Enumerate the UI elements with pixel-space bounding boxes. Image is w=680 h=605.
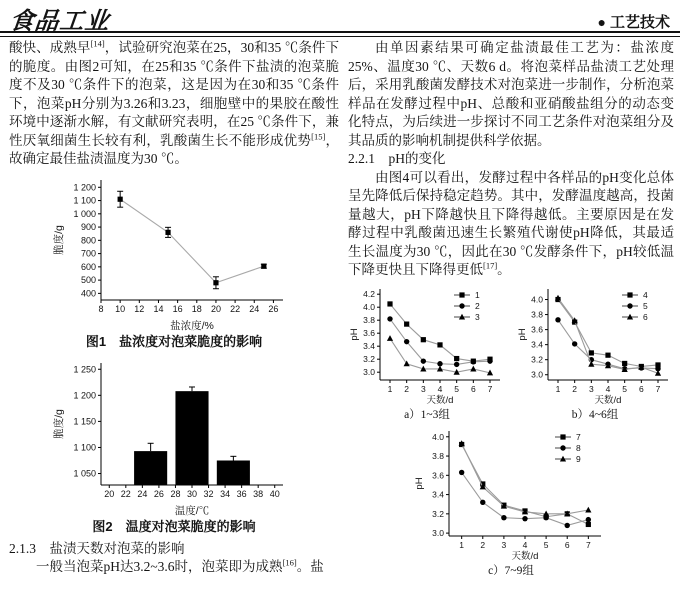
svg-text:天数/d: 天数/d (594, 394, 622, 406)
svg-text:8: 8 (576, 443, 581, 453)
svg-text:1 050: 1 050 (73, 468, 96, 479)
figure-ph-c (348, 426, 674, 581)
svg-text:3.2: 3.2 (432, 508, 444, 519)
paragraph-days: 一般当泡菜pH达3.2~3.6时，泡菜即为成熟[16]。盐 (36, 557, 324, 574)
figure2-caption: 图2 温度对泡菜脆度的影响 (92, 519, 256, 534)
svg-text:32: 32 (203, 489, 214, 499)
svg-text:600: 600 (80, 261, 96, 272)
svg-text:1 000: 1 000 (73, 208, 96, 219)
svg-text:500: 500 (80, 274, 96, 285)
figure1 (9, 172, 339, 352)
svg-text:1 200: 1 200 (73, 181, 96, 192)
svg-text:22: 22 (120, 489, 131, 499)
svg-text:4: 4 (605, 383, 611, 394)
svg-text:3.8: 3.8 (363, 314, 375, 325)
svg-text:5: 5 (543, 540, 549, 550)
svg-text:16: 16 (172, 303, 183, 314)
left-column (9, 39, 339, 577)
ph-chart-a-caption: a）1~3组 (404, 408, 450, 421)
svg-text:1 100: 1 100 (73, 195, 96, 206)
ph-chart-c-caption: c）7~9组 (488, 565, 534, 577)
svg-text:400: 400 (80, 287, 96, 298)
svg-text:4.0: 4.0 (432, 431, 444, 442)
svg-text:40: 40 (269, 489, 280, 499)
svg-text:36: 36 (236, 489, 247, 499)
figure2-chart (53, 355, 295, 517)
ph-chart-a (348, 284, 506, 406)
svg-text:3: 3 (475, 311, 480, 322)
svg-text:pH: pH (517, 327, 528, 341)
svg-text:4: 4 (643, 289, 648, 300)
ph-charts-row (348, 284, 674, 425)
svg-text:2: 2 (572, 383, 578, 394)
svg-text:12: 12 (134, 303, 145, 314)
bullet-icon: ● (597, 13, 606, 30)
svg-text:3.0: 3.0 (363, 366, 375, 377)
svg-text:温度/℃: 温度/℃ (174, 505, 210, 517)
svg-text:1: 1 (555, 383, 561, 394)
svg-text:3.2: 3.2 (531, 354, 543, 365)
svg-text:7: 7 (585, 540, 591, 550)
figure-ph-a (348, 284, 506, 425)
figure-ph-b (516, 284, 674, 425)
svg-text:3.4: 3.4 (363, 340, 375, 351)
svg-text:24: 24 (249, 303, 260, 314)
svg-text:9: 9 (576, 454, 581, 464)
section-213-heading: 2.1.3 盐渍天数对泡菜的影响 (9, 540, 185, 556)
svg-text:20: 20 (210, 303, 221, 314)
figure1-chart (53, 172, 295, 332)
svg-text:5: 5 (454, 383, 460, 394)
svg-text:26: 26 (153, 489, 164, 499)
svg-text:30: 30 (186, 489, 198, 499)
svg-text:pH: pH (349, 327, 360, 341)
svg-text:7: 7 (487, 383, 493, 394)
right-column (348, 39, 674, 581)
svg-text:盐浓度/%: 盐浓度/% (170, 319, 214, 332)
svg-text:天数/d: 天数/d (511, 551, 539, 562)
svg-text:4.0: 4.0 (531, 294, 543, 305)
svg-text:2: 2 (480, 540, 486, 550)
svg-text:2: 2 (404, 383, 410, 394)
svg-text:24: 24 (137, 489, 148, 499)
svg-text:3.6: 3.6 (432, 470, 444, 481)
header-divider (0, 31, 680, 37)
svg-text:20: 20 (104, 489, 115, 499)
svg-text:3.2: 3.2 (363, 353, 375, 364)
svg-text:1 250: 1 250 (73, 364, 96, 375)
svg-text:26: 26 (268, 303, 279, 314)
svg-text:18: 18 (191, 303, 202, 314)
svg-text:5: 5 (643, 300, 648, 311)
svg-text:脆度/g: 脆度/g (53, 409, 65, 439)
svg-text:3: 3 (588, 383, 594, 394)
svg-text:38: 38 (253, 489, 264, 499)
figure1-caption: 图1 盐浓度对泡菜脆度的影响 (85, 333, 263, 349)
paragraph-ph-change: 由图4可以看出，发酵过程中各样品的pH变化总体呈先降低后保持稳定趋势。其中，发酵温度越高，投菌量越大，pH下降越快且下降得越低。主要原因是在发酵过程中乳酸菌迅速生长繁殖代谢使pH降低，其最适生长温度为30 ℃，因此在30 ℃发酵条件下，pH较低温下降更快且下降得更低[17]。 (348, 169, 674, 277)
svg-text:1: 1 (387, 383, 393, 394)
svg-text:800: 800 (80, 234, 96, 245)
svg-text:8: 8 (98, 303, 104, 314)
figure2 (9, 355, 339, 537)
svg-text:3.8: 3.8 (531, 309, 543, 320)
svg-text:5: 5 (622, 383, 628, 394)
svg-text:700: 700 (80, 248, 96, 259)
svg-text:3.8: 3.8 (432, 451, 444, 462)
svg-text:900: 900 (80, 221, 96, 232)
section-221-heading: 2.2.1 pH的变化 (348, 151, 446, 166)
svg-text:7: 7 (576, 432, 581, 442)
svg-text:pH: pH (414, 477, 425, 490)
svg-text:14: 14 (153, 303, 164, 314)
svg-text:6: 6 (643, 311, 648, 322)
svg-text:4: 4 (522, 540, 528, 550)
svg-text:2: 2 (475, 300, 480, 311)
section-label: 工艺技术 (609, 14, 670, 31)
svg-text:10: 10 (115, 303, 126, 314)
svg-text:6: 6 (638, 383, 644, 394)
svg-text:6: 6 (564, 540, 570, 550)
svg-text:28: 28 (170, 489, 181, 499)
svg-text:脆度/g: 脆度/g (53, 224, 65, 255)
svg-text:3.0: 3.0 (432, 528, 444, 539)
svg-text:1: 1 (475, 289, 480, 300)
svg-text:3.6: 3.6 (363, 327, 375, 338)
paragraph-crispness: 酸快、成熟早[14]，试验研究泡菜在25，30和35 ℃条件下的脆度。由图2可知，在25和35 ℃条件下盐渍的泡菜脆度不及30 ℃条件下的泡菜，这是因为在30和35 ℃条件下，泡菜pH分别为3.26和3.23，细胞壁中的果胶在酸性环境中逐渐水解，有文献研究表明，在25 ℃条件下，兼性厌氧细菌生长较有利，乳酸菌生长不能形成优势[15]，故确定最佳盐渍温度为30 ℃。 (9, 38, 340, 166)
ph-chart-b-caption: b）4~6组 (571, 408, 619, 421)
svg-text:1 100: 1 100 (73, 442, 96, 453)
svg-text:3.6: 3.6 (531, 324, 543, 335)
section-header (598, 11, 670, 32)
svg-text:3: 3 (501, 540, 507, 550)
svg-text:天数/d: 天数/d (426, 394, 454, 406)
svg-text:4.2: 4.2 (363, 288, 375, 299)
svg-text:3.0: 3.0 (531, 369, 543, 380)
paragraph-optimal-process: 由单因素结果可确定盐渍最佳工艺为：盐浓度25%、温度30 ℃、天数6 d。将泡菜样品盐渍工艺处理后，采用乳酸菌发酵技术对泡菜进一步制作，分析泡菜样品在发酵过程中pH、总酸和亚硝酸盐组分的动态变化特点，为后续进一步探讨不同工艺条件对泡菜组分及其品质的影响机制提供科学依据。 (348, 40, 674, 148)
journal-logo: 食品工业 (8, 6, 112, 35)
svg-text:34: 34 (220, 489, 231, 499)
svg-text:1: 1 (459, 540, 465, 550)
ph-chart-b (516, 284, 674, 406)
svg-text:3.4: 3.4 (432, 489, 444, 500)
svg-text:1 150: 1 150 (73, 416, 96, 427)
svg-text:3: 3 (420, 383, 426, 394)
svg-text:6: 6 (470, 383, 476, 394)
svg-text:7: 7 (655, 383, 661, 394)
ph-chart-c (413, 426, 609, 562)
svg-text:4.0: 4.0 (363, 301, 375, 312)
svg-text:1 200: 1 200 (73, 390, 96, 401)
svg-text:3.4: 3.4 (531, 339, 543, 350)
svg-text:4: 4 (437, 383, 443, 394)
svg-text:22: 22 (230, 303, 241, 314)
